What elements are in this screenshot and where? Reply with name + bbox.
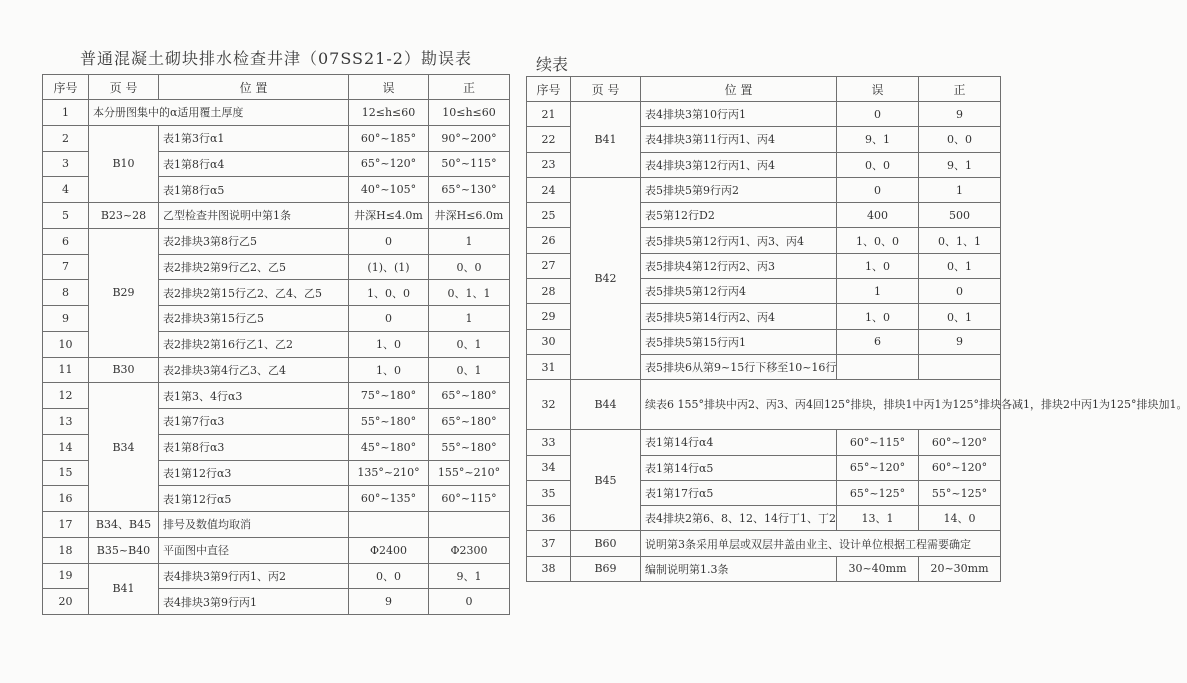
header-wrong: 误 bbox=[349, 75, 429, 100]
cell-correct: 60°~120° bbox=[919, 430, 1001, 455]
cell-location: 表5排块5第12行丙4 bbox=[641, 279, 837, 304]
cell-correct: 9、1 bbox=[429, 563, 510, 589]
cell-seq: 36 bbox=[527, 506, 571, 531]
table-row bbox=[43, 100, 510, 126]
cell-wrong: 0 bbox=[349, 228, 429, 254]
cell-seq: 32 bbox=[527, 380, 571, 430]
cell-page: B35~B40 bbox=[89, 537, 159, 563]
cell-seq: 31 bbox=[527, 354, 571, 379]
cell-seq: 25 bbox=[527, 203, 571, 228]
cell-seq: 30 bbox=[527, 329, 571, 354]
cell-location: 表1第3行α1 bbox=[159, 125, 349, 151]
cell-correct: 9 bbox=[919, 329, 1001, 354]
cell-wrong: 1 bbox=[837, 279, 919, 304]
continued-title: 续表 bbox=[536, 55, 569, 74]
cell-correct: 0、1 bbox=[429, 331, 510, 357]
cell-correct bbox=[429, 512, 510, 538]
errata-table-right bbox=[526, 76, 1187, 582]
cell-correct: 9 bbox=[919, 102, 1001, 127]
cell-location: 表1第14行α4 bbox=[641, 430, 837, 455]
cell-wrong: 45°~180° bbox=[349, 434, 429, 460]
cell-wrong: Φ2400 bbox=[349, 537, 429, 563]
table-row bbox=[43, 125, 510, 151]
cell-wrong: 1、0 bbox=[349, 331, 429, 357]
cell-location: 表5第12行D2 bbox=[641, 203, 837, 228]
table-header-row bbox=[43, 75, 510, 100]
cell-page: B41 bbox=[89, 563, 159, 615]
cell-wrong: 0 bbox=[837, 177, 919, 202]
cell-seq: 16 bbox=[43, 486, 89, 512]
header-seq: 序号 bbox=[43, 75, 89, 100]
cell-location: 编制说明第1.3条 bbox=[641, 556, 837, 581]
cell-correct: 0、1 bbox=[919, 304, 1001, 329]
cell-wrong bbox=[349, 512, 429, 538]
cell-location: 表2排块2第9行乙2、乙5 bbox=[159, 254, 349, 280]
cell-correct: 0、1 bbox=[429, 357, 510, 383]
table-row bbox=[527, 556, 1001, 581]
cell-seq: 24 bbox=[527, 177, 571, 202]
cell-location: 表1第14行α5 bbox=[641, 455, 837, 480]
cell-location: 表5排块5第12行丙1、丙3、丙4 bbox=[641, 228, 837, 253]
table-row bbox=[43, 537, 510, 563]
page-title: 普通混凝土砌块排水检查井津（07SS21-2）勘误表 bbox=[80, 49, 472, 68]
cell-correct: 90°~200° bbox=[429, 125, 510, 151]
cell-correct: 0、1、1 bbox=[919, 228, 1001, 253]
cell-seq: 21 bbox=[527, 102, 571, 127]
table-row bbox=[527, 177, 1001, 202]
cell-seq: 29 bbox=[527, 304, 571, 329]
cell-location: 表4排块3第11行丙1、丙4 bbox=[641, 127, 837, 152]
cell-correct: 65°~180° bbox=[429, 409, 510, 435]
cell-seq: 14 bbox=[43, 434, 89, 460]
cell-location: 平面图中直径 bbox=[159, 537, 349, 563]
cell-wrong: (1)、(1) bbox=[349, 254, 429, 280]
cell-correct: 55°~180° bbox=[429, 434, 510, 460]
cell-location: 表5排块6从第9~15行下移至10~16行 bbox=[641, 354, 837, 379]
cell-location: 表1第7行α3 bbox=[159, 409, 349, 435]
cell-seq: 13 bbox=[43, 409, 89, 435]
cell-seq: 19 bbox=[43, 563, 89, 589]
cell-seq: 18 bbox=[43, 537, 89, 563]
cell-seq: 8 bbox=[43, 280, 89, 306]
cell-location: 表2排块2第16行乙1、乙2 bbox=[159, 331, 349, 357]
cell-wrong: 6 bbox=[837, 329, 919, 354]
cell-correct: 1 bbox=[429, 228, 510, 254]
cell-wrong: 1、0、0 bbox=[837, 228, 919, 253]
cell-correct: 55°~125° bbox=[919, 480, 1001, 505]
cell-location: 表5排块5第14行丙2、丙4 bbox=[641, 304, 837, 329]
cell-page: B42 bbox=[571, 177, 641, 379]
cell-page: B34、B45 bbox=[89, 512, 159, 538]
cell-location: 表2排块3第15行乙5 bbox=[159, 306, 349, 332]
cell-wrong: 60°~185° bbox=[349, 125, 429, 151]
cell-location: 表1第8行α5 bbox=[159, 177, 349, 203]
cell-correct: 155°~210° bbox=[429, 460, 510, 486]
cell-page: B29 bbox=[89, 228, 159, 357]
table-row bbox=[527, 430, 1001, 455]
cell-correct: 60°~115° bbox=[429, 486, 510, 512]
cell-correct: 1 bbox=[919, 177, 1001, 202]
cell-seq: 7 bbox=[43, 254, 89, 280]
cell-wrong: 0 bbox=[349, 306, 429, 332]
table-row bbox=[527, 531, 1001, 556]
cell-page: B34 bbox=[89, 383, 159, 512]
cell-wrong: 65°~120° bbox=[837, 455, 919, 480]
cell-seq: 17 bbox=[43, 512, 89, 538]
cell-location: 表2排块3第8行乙5 bbox=[159, 228, 349, 254]
cell-wrong: 9 bbox=[349, 589, 429, 615]
cell-seq: 12 bbox=[43, 383, 89, 409]
cell-page: B41 bbox=[571, 102, 641, 178]
cell-wrong: 井深H≤4.0m bbox=[349, 203, 429, 229]
cell-page: B30 bbox=[89, 357, 159, 383]
cell-seq: 37 bbox=[527, 531, 571, 556]
cell-page: B45 bbox=[571, 430, 641, 531]
cell-wrong: 65°~125° bbox=[837, 480, 919, 505]
cell-seq: 20 bbox=[43, 589, 89, 615]
cell-correct: 井深H≤6.0m bbox=[429, 203, 510, 229]
cell-location: 表4排块3第10行丙1 bbox=[641, 102, 837, 127]
table-row bbox=[527, 102, 1001, 127]
cell-wrong: 1、0 bbox=[837, 304, 919, 329]
cell-seq: 11 bbox=[43, 357, 89, 383]
cell-wrong: 60°~135° bbox=[349, 486, 429, 512]
cell-page: B60 bbox=[571, 531, 641, 556]
cell-location: 表4排块3第9行丙1、丙2 bbox=[159, 563, 349, 589]
cell-location: 本分册图集中的α适用覆土厚度 bbox=[89, 100, 349, 126]
cell-correct: 0、0 bbox=[429, 254, 510, 280]
cell-seq: 35 bbox=[527, 480, 571, 505]
cell-wrong: 1、0、0 bbox=[349, 280, 429, 306]
header-page: 页 号 bbox=[89, 75, 159, 100]
table-row bbox=[43, 383, 510, 409]
cell-correct: Φ2300 bbox=[429, 537, 510, 563]
cell-correct: 9、1 bbox=[919, 152, 1001, 177]
cell-seq: 27 bbox=[527, 253, 571, 278]
header-location: 位 置 bbox=[159, 75, 349, 100]
cell-wrong: 1、0 bbox=[349, 357, 429, 383]
cell-wrong: 1、0 bbox=[837, 253, 919, 278]
table-row bbox=[43, 357, 510, 383]
cell-seq: 1 bbox=[43, 100, 89, 126]
cell-location: 表1第8行α4 bbox=[159, 151, 349, 177]
cell-location: 表1第12行α3 bbox=[159, 460, 349, 486]
cell-correct: 65°~180° bbox=[429, 383, 510, 409]
cell-seq: 34 bbox=[527, 455, 571, 480]
cell-correct: 0 bbox=[429, 589, 510, 615]
cell-location: 表5排块5第9行丙2 bbox=[641, 177, 837, 202]
cell-correct: 0、1、1 bbox=[429, 280, 510, 306]
cell-location: 表1第8行α3 bbox=[159, 434, 349, 460]
header-wrong: 误 bbox=[837, 77, 919, 102]
cell-wrong: 0、0 bbox=[349, 563, 429, 589]
cell-seq: 23 bbox=[527, 152, 571, 177]
cell-seq: 26 bbox=[527, 228, 571, 253]
cell-seq: 6 bbox=[43, 228, 89, 254]
cell-page: B23~28 bbox=[89, 203, 159, 229]
cell-wrong: 400 bbox=[837, 203, 919, 228]
cell-page: B44 bbox=[571, 380, 641, 430]
cell-correct: 50°~115° bbox=[429, 151, 510, 177]
cell-correct: 0、0 bbox=[919, 127, 1001, 152]
cell-location: 续表6 155°排块中丙2、丙3、丙4回125°排块，排块1中丙1为125°排块各减1，排块2中丙1为125°排块加1。 bbox=[641, 380, 1001, 430]
cell-location: 表1第17行α5 bbox=[641, 480, 837, 505]
cell-page: B10 bbox=[89, 125, 159, 202]
cell-location: 表2排块3第4行乙3、乙4 bbox=[159, 357, 349, 383]
cell-location: 说明第3条采用单层或双层井盖由业主、设计单位根据工程需要确定 bbox=[641, 531, 1001, 556]
cell-wrong: 65°~120° bbox=[349, 151, 429, 177]
cell-location: 表4排块2第6、8、12、14行丁1、丁2 bbox=[641, 506, 837, 531]
cell-seq: 28 bbox=[527, 279, 571, 304]
cell-wrong: 40°~105° bbox=[349, 177, 429, 203]
cell-seq: 22 bbox=[527, 127, 571, 152]
header-seq: 序号 bbox=[527, 77, 571, 102]
cell-location: 表5排块4第12行丙2、丙3 bbox=[641, 253, 837, 278]
cell-wrong: 12≤h≤60 bbox=[349, 100, 429, 126]
cell-seq: 15 bbox=[43, 460, 89, 486]
cell-seq: 4 bbox=[43, 177, 89, 203]
cell-page: B69 bbox=[571, 556, 641, 581]
table-row bbox=[43, 228, 510, 254]
cell-correct: 500 bbox=[919, 203, 1001, 228]
table-row bbox=[43, 563, 510, 589]
cell-wrong: 0、0 bbox=[837, 152, 919, 177]
cell-correct: 14、0 bbox=[919, 506, 1001, 531]
cell-location: 表1第12行α5 bbox=[159, 486, 349, 512]
cell-correct: 20~30mm bbox=[919, 556, 1001, 581]
cell-location: 乙型检查井图说明中第1条 bbox=[159, 203, 349, 229]
table-row bbox=[43, 203, 510, 229]
cell-seq: 38 bbox=[527, 556, 571, 581]
cell-wrong: 60°~115° bbox=[837, 430, 919, 455]
header-correct: 正 bbox=[429, 75, 510, 100]
cell-correct: 65°~130° bbox=[429, 177, 510, 203]
cell-location: 表1第3、4行α3 bbox=[159, 383, 349, 409]
cell-correct: 0 bbox=[919, 279, 1001, 304]
cell-correct: 0、1 bbox=[919, 253, 1001, 278]
cell-wrong: 30~40mm bbox=[837, 556, 919, 581]
cell-wrong: 13、1 bbox=[837, 506, 919, 531]
header-correct: 正 bbox=[919, 77, 1001, 102]
header-location: 位 置 bbox=[641, 77, 837, 102]
cell-wrong bbox=[837, 354, 919, 379]
cell-location: 排号及数值均取消 bbox=[159, 512, 349, 538]
cell-seq: 10 bbox=[43, 331, 89, 357]
header-page: 页 号 bbox=[571, 77, 641, 102]
cell-seq: 33 bbox=[527, 430, 571, 455]
cell-wrong: 135°~210° bbox=[349, 460, 429, 486]
cell-correct bbox=[919, 354, 1001, 379]
cell-location: 表2排块2第15行乙2、乙4、乙5 bbox=[159, 280, 349, 306]
cell-wrong: 0 bbox=[837, 102, 919, 127]
table-row bbox=[43, 512, 510, 538]
cell-seq: 9 bbox=[43, 306, 89, 332]
cell-correct: 60°~120° bbox=[919, 455, 1001, 480]
errata-table-left bbox=[42, 74, 510, 615]
table-row bbox=[527, 380, 1001, 430]
cell-wrong: 9、1 bbox=[837, 127, 919, 152]
cell-correct: 1 bbox=[429, 306, 510, 332]
cell-location: 表4排块3第9行丙1 bbox=[159, 589, 349, 615]
cell-location: 表5排块5第15行丙1 bbox=[641, 329, 837, 354]
cell-wrong: 55°~180° bbox=[349, 409, 429, 435]
cell-seq: 2 bbox=[43, 125, 89, 151]
cell-correct: 10≤h≤60 bbox=[429, 100, 510, 126]
cell-seq: 5 bbox=[43, 203, 89, 229]
cell-location: 表4排块3第12行丙1、丙4 bbox=[641, 152, 837, 177]
cell-wrong: 75°~180° bbox=[349, 383, 429, 409]
cell-seq: 3 bbox=[43, 151, 89, 177]
table-header-row bbox=[527, 77, 1001, 102]
